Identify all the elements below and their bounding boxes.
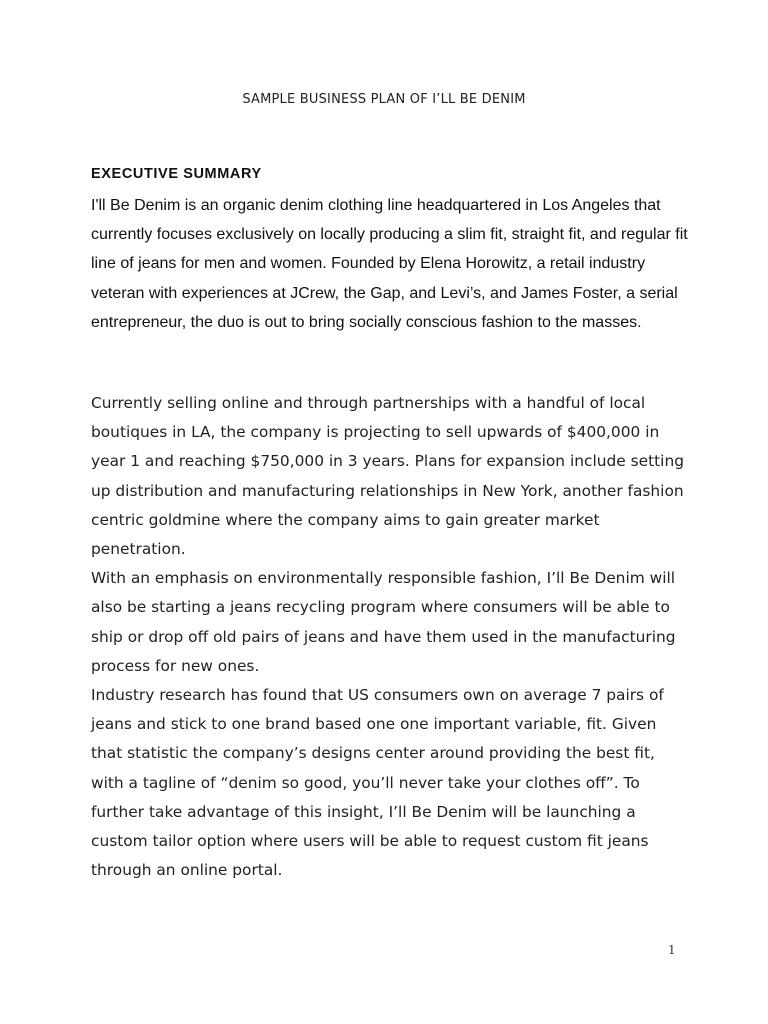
page-number: 1 [668,943,676,957]
body-text-block [91,389,691,885]
body-paragraph-sales-projection: Currently selling online and through partnerships with a handful of local boutiques in LA, the company is projecting to sell upwards of $400,000 in year 1 and reaching $750,000 in 3 years. Plans for expansion include setting up distribution and manufacturing relationships in New York, another fashion centric goldmine where the company aims to gain greater market penetration. [91,394,684,559]
section-heading-executive-summary: EXECUTIVE SUMMARY [91,166,262,182]
executive-summary-paragraph: I'll Be Denim is an organic denim clothing line headquartered in Los Angeles that currently focuses exclusively on locally producing a slim fit, straight fit, and regular fit line of jeans for men and women. Founded by Elena Horowitz, a retail industry veteran with experiences at JCrew, the Gap, and Levi’s, and James Foster, a serial entrepreneur, the duo is out to bring socially conscious fashion to the masses. [91,197,688,331]
document-title: SAMPLE BUSINESS PLAN OF I’LL BE DENIM [242,92,526,107]
body-paragraph-industry-research: Industry research has found that US consumers own on average 7 pairs of jeans and stick to one brand based one one important variable, fit. Given that statistic the company’s designs center around providing the best fit, with a tagline of “denim so good, you’ll never take your clothes off”. To further take advantage of this insight, I’ll Be Denim will be launching a custom tailor option where users will be able to request custom fit jeans through an online portal. [91,686,664,880]
body-paragraph-recycling-program: With an emphasis on environmentally responsible fashion, I’ll Be Denim will also be starting a jeans recycling program where consumers will be able to ship or drop off old pairs of jeans and have them used in the manufacturing process for new ones. [91,569,676,675]
